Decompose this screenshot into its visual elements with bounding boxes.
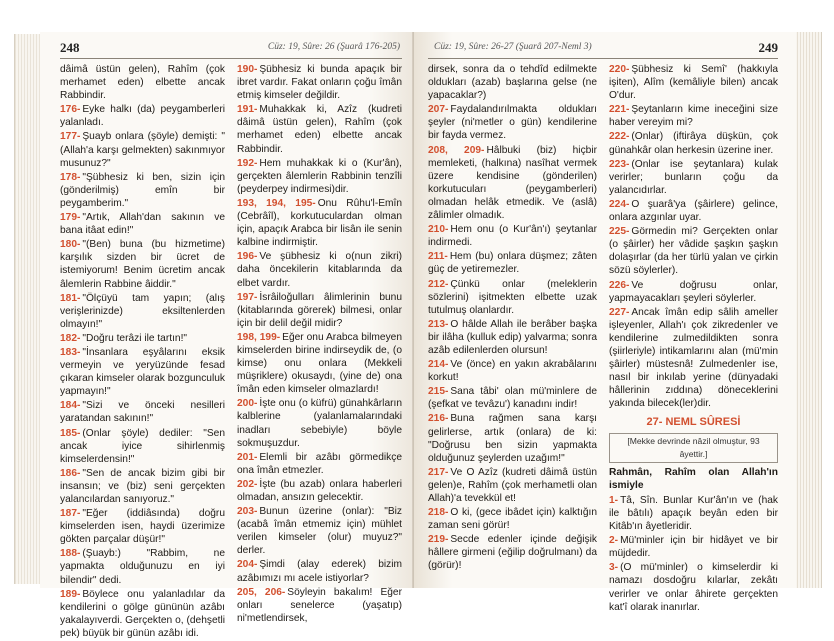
- verse: [428, 318, 597, 357]
- verse-number: 197-: [237, 291, 258, 303]
- verse: [237, 250, 402, 289]
- verse: [237, 197, 402, 249]
- verse: [237, 505, 402, 557]
- verse-text: (Şuayb:) "Rabbim, ne yapmakta olduğunuzu en iyi bilendir" dedi.: [60, 548, 225, 586]
- verse-number: 3-: [609, 562, 619, 574]
- verse-text: Şübhesiz ki bunda apaçık bir ibret vardır. Fakat onların çoğu îmân etmiş kimseler değildir.: [237, 64, 402, 102]
- verse: [428, 466, 597, 505]
- verse-text: Şuayb onlara (şöyle) demişti: "(Allah'a karşı gelmekten) sakınmıyor musunuz?": [60, 131, 225, 169]
- verse: [60, 427, 225, 466]
- verse-number: 213-: [428, 318, 449, 330]
- verse-text: "Sen de ancak bizim gibi bir insansın; ve (biz) seni gerçekten yalancılardan sanıyoruz.": [60, 467, 225, 505]
- verse: [60, 292, 225, 331]
- verse-text: Eyke halkı (da) peygamberleri yalanladı.: [60, 104, 225, 129]
- verse: [609, 63, 778, 102]
- left-page-number: 248: [60, 40, 80, 55]
- verse-number: 189-: [60, 588, 81, 600]
- verse-number: 186-: [60, 467, 81, 479]
- left-page: [40, 32, 414, 639]
- verse-number: 219-: [428, 534, 449, 546]
- verse-number: 205, 206-: [237, 586, 286, 598]
- verse-text: "Sizi ve önceki nesilleri yaratandan sakının!": [60, 400, 225, 425]
- verse: [428, 63, 597, 102]
- verse-number: 218-: [428, 507, 449, 519]
- verse: [237, 478, 402, 504]
- verse-text: Secde edenler içinde değişik hâllere girmeni (eğilip doğrulmanı) da (görür)!: [428, 534, 597, 572]
- left-column-1: [60, 63, 225, 641]
- verse-text: Faydalandırılmakta oldukları şeyler (ni'metler o gün) kendilerine bir fayda vermez.: [428, 104, 597, 142]
- right-column-2: [609, 63, 778, 615]
- verse-text: Böylece onu yalanladılar da kendilerini o gölge gününün azâbı yakalayıverdi. Gerçekten o, (dehşetli pek) büyük bir günün azâbı idi.: [60, 588, 225, 639]
- verse-number: 223-: [609, 158, 630, 170]
- left-running-head: Cüz: 19, Sûre: 26 (Şuarâ 176-205): [267, 42, 400, 52]
- verse: [609, 279, 778, 305]
- right-column-1: [428, 63, 597, 615]
- verse-number: 184-: [60, 400, 81, 412]
- verse-text: (Onlar şöyle) dediler: "Sen ancak iyice sihirlenmiş kimselerdensin!": [60, 427, 225, 465]
- verse: [609, 225, 778, 277]
- verse-text: "İnsanlara eşyâlarını eksik vermeyin ve yeryüzünde fesad çıkaran kimseler olarak bozgunculuk yapmayın!": [60, 346, 225, 398]
- basmala: Rahmân, Rahîm olan Allah'ın ismiyle: [609, 466, 778, 491]
- verse-text: "Şübhesiz ki ben, sizin için (gönderilmiş) emîn bir peygamberim.": [60, 171, 225, 209]
- verse-number: 1-: [609, 494, 619, 506]
- verse: [609, 494, 778, 533]
- verse: [237, 291, 402, 330]
- verse: [428, 103, 597, 142]
- verse-number: 214-: [428, 359, 449, 371]
- verse-number: 183-: [60, 346, 81, 358]
- verse-text: Bunun üzerine (onlar): "Biz (acabâ îmân etmemiz için) mühlet verilen kimseler (olur) muyuz?" derler.: [237, 506, 402, 557]
- verse-number: 203-: [237, 506, 258, 518]
- verse: [609, 130, 778, 156]
- verse-text: (Onlar) (iftirâya düşkün, çok günahkâr olan herkesin üzerine iner.: [609, 131, 778, 156]
- verse-text: Hem (bu) onlara düşmez; zâten güç de yetiremezler.: [428, 251, 597, 276]
- verse-number: 192-: [237, 157, 258, 169]
- verse-number: 185-: [60, 427, 81, 439]
- right-page-number: 249: [758, 40, 778, 55]
- surah-note: [Mekke devrinde nâzil olmuştur, 93 âyettir.]: [609, 433, 778, 463]
- verse-text: Ve şübhesiz ki o(nun zikri) daha öncekilerin kitablarında da elbet vardır.: [237, 251, 402, 289]
- verse: [60, 103, 225, 129]
- verse: [60, 238, 225, 290]
- verse-text: dâimâ üstün gelen), Rahîm (çok merhamet eden) elbette ancak Rabbindir.: [60, 64, 225, 102]
- verse-text: Ve O Azîz (kudreti dâimâ üstün gelen)e, Rahîm (çok merhametli olan Allah)'a tevekkül et!: [428, 466, 597, 504]
- verse-number: 215-: [428, 386, 449, 398]
- verse-number: 208, 209-: [428, 144, 485, 156]
- verse-number: 187-: [60, 508, 81, 520]
- right-page-edges: [795, 32, 822, 588]
- left-page-header: [60, 40, 402, 59]
- verse: [237, 451, 402, 477]
- verse-number: 211-: [428, 251, 448, 263]
- verse-text: O hâlde Allah ile berâber başka bir ilâha (kulluk edip) yalvarma; sonra azâb edilenlerden olursun!: [428, 318, 597, 356]
- verse: [60, 346, 225, 398]
- verse-number: 200-: [237, 398, 258, 410]
- verse: [609, 198, 778, 224]
- verse-text: Eğer onu Arabca bilmeyen kimselerden birine indirseydik de, (o kimse) onu onlara (Mekkeli müşriklere) okusaydı, (yine de) ona îmân eden kimseler olmazlardı!: [237, 331, 402, 396]
- verse: [609, 158, 778, 197]
- verse-text: (Onlar ise şeytanlara) kulak verirler; bunların çoğu da yalancıdırlar.: [609, 158, 778, 196]
- verse-text: İsrâiloğulları âlimlerinin bunu (kitablarında görerek) bilmesi, onlar için bir delil değil midir?: [237, 291, 402, 329]
- verse-text: Onu Rûhu'l-Emîn (Cebrâîl), korkutuculardan olman için, apaçık Arabca bir lisân ile senin kalbine indirmiştir.: [237, 197, 402, 249]
- verse-text: O şuarâ'ya (şâirlere) gelince, onlara azgınlar uyar.: [609, 198, 778, 224]
- verse: [428, 250, 597, 276]
- verse-text: Şübhesiz ki Semî' (hakkıyla işiten), Alîm (kemâliyle bilen) ancak O'dur.: [609, 64, 778, 102]
- verse-number: 217-: [428, 466, 449, 478]
- surah-title: 27- NEML SÛRESİ: [646, 416, 741, 429]
- right-running-head: Cüz: 19, Sûre: 26-27 (Şuarâ 207-Neml 3): [434, 42, 592, 52]
- verse-text: Ancak îmân edip sâlih ameller işleyenler, Allah'ı çok zikredenler ve kendilerine zulmedildikten sonra (şiirleriyle) intikamlarını alan (mü'min şâirler) müstesnâ! Zulmedenler ise, nasıl bir inkılab yerine (dünyadaki hâllerinin zıddına) döneceklerini yakında bilecek(ler)dir.: [609, 306, 778, 410]
- verse: [237, 103, 402, 155]
- verse: [237, 63, 402, 102]
- verse-number: 182-: [60, 332, 81, 344]
- verse-text: Muhakkak ki, Azîz (kudreti dâimâ üstün gelen), Rahîm (çok merhamet eden) elbette ancak Rabbindir.: [237, 104, 402, 155]
- verse-number: 193, 194, 195-: [237, 197, 316, 209]
- verse-number: 202-: [237, 478, 258, 490]
- verse-text: Hem onu (o Kur'ân'ı) şeytanlar indirmedi.: [428, 224, 597, 249]
- verse: [60, 507, 225, 546]
- verse-text: "Ölçüyü tam yapın; (alış verişlerinizde) eksiltenlerden olmayın!": [60, 292, 225, 330]
- verse: [428, 506, 597, 532]
- verse-text: "(Ben) buna (bu hizmetime) karşılık sizden bir ücret de istemiyorum! Benim ücretim ancak âlemlerin Rabbine âiddir.": [60, 239, 225, 290]
- verse-text: İşte onu (o küfrü) günahkârların kalblerine (yalanlamalarındaki inadları sebebiyle) böyle sokmuşuzdur.: [237, 398, 402, 449]
- verse-text: Çünkü onlar (meleklerin sözlerini) işitmekten elbette uzak tutulmuş olanlardır.: [428, 278, 597, 316]
- verse-number: 212-: [428, 278, 449, 290]
- verse-text: Elemli bir azâbı görmedikçe ona îmân etmezler.: [237, 451, 402, 476]
- verse: [60, 588, 225, 640]
- verse-text: Görmedin mi? Gerçekten onlar (o şâirler) her vâdide şaşkın şaşkın dolaşırlar (da her türlü yalan ve çirkin sözü söylerler).: [609, 226, 778, 277]
- verse-text: Söyleyin bakalım! Eğer onları senelerce (yaşatıp) ni'metlendirsek,: [237, 586, 402, 624]
- verse-text: Ve (önce) en yakın akrabâlarını korkut!: [428, 359, 597, 384]
- verse: [428, 533, 597, 572]
- verse-text: "Eğer (iddiâsında) doğru kimselerden isen, haydi üzerimize gökten parçalar düşür!": [60, 508, 225, 546]
- verse: [428, 144, 597, 223]
- verse-text: Mü'minler için bir hidâyet ve bir müjdedir.: [609, 535, 778, 560]
- verse-number: 227-: [609, 306, 630, 318]
- verse: [237, 157, 402, 196]
- left-column-2: [237, 63, 402, 641]
- verse-number: 198, 199-: [237, 331, 281, 343]
- verse-number: 191-: [237, 104, 258, 116]
- verse-number: 176-: [60, 104, 81, 116]
- left-page-edges: [14, 34, 43, 584]
- verse: [60, 547, 225, 586]
- verse: [428, 358, 597, 384]
- verse-number: 204-: [237, 559, 258, 571]
- verse: [237, 397, 402, 449]
- verse: [60, 467, 225, 506]
- verse-number: 207-: [428, 104, 449, 116]
- verse-number: 220-: [609, 64, 630, 75]
- verse-number: 188-: [60, 548, 81, 560]
- verse: [237, 558, 402, 584]
- verse-text: "Doğru terâzi ile tartın!": [82, 332, 188, 344]
- verse-text: Hâlbuki (biz) hiçbir memleketi, (halkına) nasîhat vermek üzere kendisine (gönderilen) korkutucuları (peygamberleri) olmadan helâk etmedik. Ve (aslâ) zâlimler olmadık.: [428, 144, 597, 222]
- verse-text: O ki, (gece ibâdet için) kalktığın zaman seni görür!: [428, 507, 597, 532]
- verse-text: Şimdi (alay ederek) bizim azâbımızı mı acele istiyorlar?: [237, 559, 402, 584]
- verse-number: 181-: [60, 292, 81, 304]
- verse-number: 190-: [237, 64, 258, 75]
- right-page: [414, 32, 796, 613]
- verse-text: Hem muhakkak ki o (Kur'ân), gerçekten âlemlerin Rabbinin tenzîli (peyderpey indirmesi)dir.: [237, 157, 402, 195]
- verse: [609, 534, 778, 560]
- verse-text: İşte (bu azab) onlara haberleri olmadan, ansızın gelecektir.: [237, 478, 402, 503]
- verse: [428, 278, 597, 317]
- verse: [609, 306, 778, 411]
- verse-number: 224-: [609, 198, 630, 210]
- verse: [609, 561, 778, 613]
- verse: [60, 399, 225, 425]
- open-book: [14, 24, 822, 639]
- verse-text: Ve doğrusu onlar, yapmayacakları şeyleri söylerler.: [609, 279, 778, 304]
- verse: [60, 63, 225, 102]
- verse-number: 177-: [60, 131, 81, 143]
- right-page-header: [428, 40, 778, 59]
- verse-text: Buna rağmen sana karşı gelirlerse, artık (onlara) de ki: "Doğrusu ben sizin yapmakta olduğunuz şeylerden uzağım!": [428, 413, 597, 464]
- verse: [428, 223, 597, 249]
- verse: [60, 211, 225, 237]
- verse: [237, 586, 402, 625]
- verse-text: dirsek, sonra da o tehdîd edilmekte oldukları (azab) başlarına gelse (ne yapacaklar?): [428, 64, 597, 102]
- verse-number: 210-: [428, 224, 449, 236]
- verse-number: 225-: [609, 226, 630, 238]
- verse: [60, 332, 225, 345]
- verse-number: 196-: [237, 251, 258, 263]
- verse-number: 201-: [237, 451, 258, 463]
- verse-number: 222-: [609, 131, 630, 143]
- verse-text: Şeytanların kime ineceğini size haber vereyim mi?: [609, 104, 778, 129]
- verse-number: 178-: [60, 171, 81, 183]
- verse-number: 226-: [609, 279, 630, 291]
- verse-number: 2-: [609, 535, 619, 547]
- verse-text: "Artık, Allah'dan sakının ve bana itâat edin!": [60, 212, 225, 237]
- verse: [609, 103, 778, 129]
- verse-number: 179-: [60, 212, 81, 224]
- verse: [428, 385, 597, 411]
- verse-text: Tâ, Sîn. Bunlar Kur'ân'ın ve (hak ile bâtılı) apaçık beyân eden bir Kitâb'ın âyetleridir.: [609, 494, 778, 533]
- verse-text: Sana tâbi' olan mü'minlere de (şefkat ve tevâzu') kanadını indir!: [428, 386, 597, 411]
- verse: [237, 331, 402, 396]
- verse-number: 221-: [609, 104, 630, 116]
- verse: [60, 130, 225, 169]
- verse-number: 216-: [428, 413, 449, 425]
- verse: [60, 171, 225, 210]
- verse-text: (O mü'minler) o kimselerdir ki namazı dosdoğru kılarlar, zekâtı verirler ve onlar âhirete gerçekten kat'î olarak inanırlar.: [609, 562, 778, 613]
- verse-number: 180-: [60, 239, 81, 251]
- verse: [428, 412, 597, 464]
